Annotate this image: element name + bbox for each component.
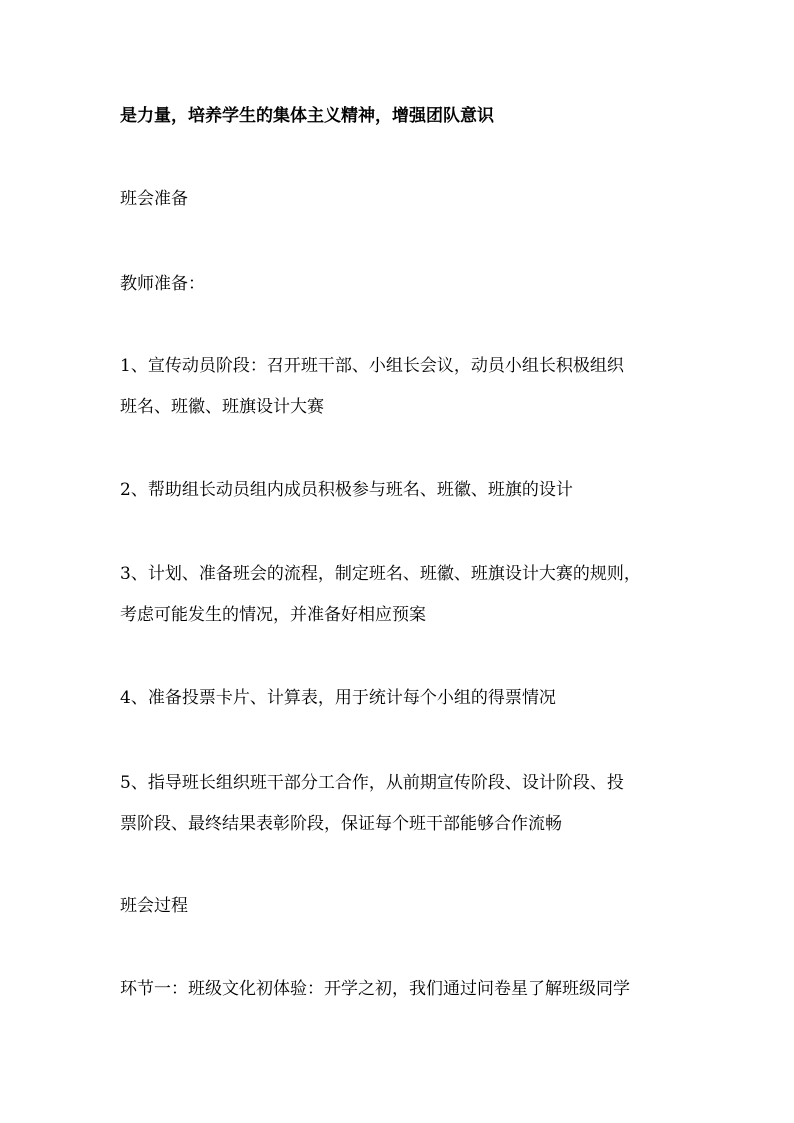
text-line: 5、指导班长组织班干部分工合作，从前期宣传阶段、设计阶段、投 [120, 773, 624, 793]
text-line: 2、帮助组长动员组内成员积极参与班名、班徽、班旗的设计 [120, 480, 573, 500]
list-item-4 [120, 678, 700, 719]
text-line: 环节一：班级文化初体验：开学之初，我们通过问卷星了解班级同学 [120, 979, 630, 999]
text-line: 票阶段、最终结果表彰阶段，保证每个班干部能够合作流畅 [120, 814, 562, 834]
paragraph-intro-continuation [120, 96, 700, 137]
list-item-2 [120, 470, 700, 511]
text-line: 1、宣传动员阶段：召开班干部、小组长会议，动员小组长积极组织 [120, 356, 624, 376]
subheading-teacher-preparation [120, 264, 700, 305]
text-line: 3、计划、准备班会的流程，制定班名、班徽、班旗设计大赛的规则， [120, 564, 641, 584]
text-line: 班会准备 [120, 189, 188, 209]
text-line: 是力量，培养学生的集体主义精神，增强团队意识 [120, 106, 494, 126]
list-item-5 [120, 763, 700, 845]
section-heading-process [120, 886, 700, 927]
section-heading-preparation [120, 179, 700, 220]
text-line: 考虑可能发生的情况，并准备好相应预案 [120, 605, 426, 625]
text-line: 班会过程 [120, 896, 188, 916]
list-item-1 [120, 346, 700, 428]
paragraph-step-one [120, 969, 700, 1010]
text-line: 班名、班徽、班旗设计大赛 [120, 397, 324, 417]
list-item-3 [120, 554, 700, 636]
text-line: 4、准备投票卡片、计算表，用于统计每个小组的得票情况 [120, 688, 556, 708]
text-line: 教师准备： [120, 274, 205, 294]
